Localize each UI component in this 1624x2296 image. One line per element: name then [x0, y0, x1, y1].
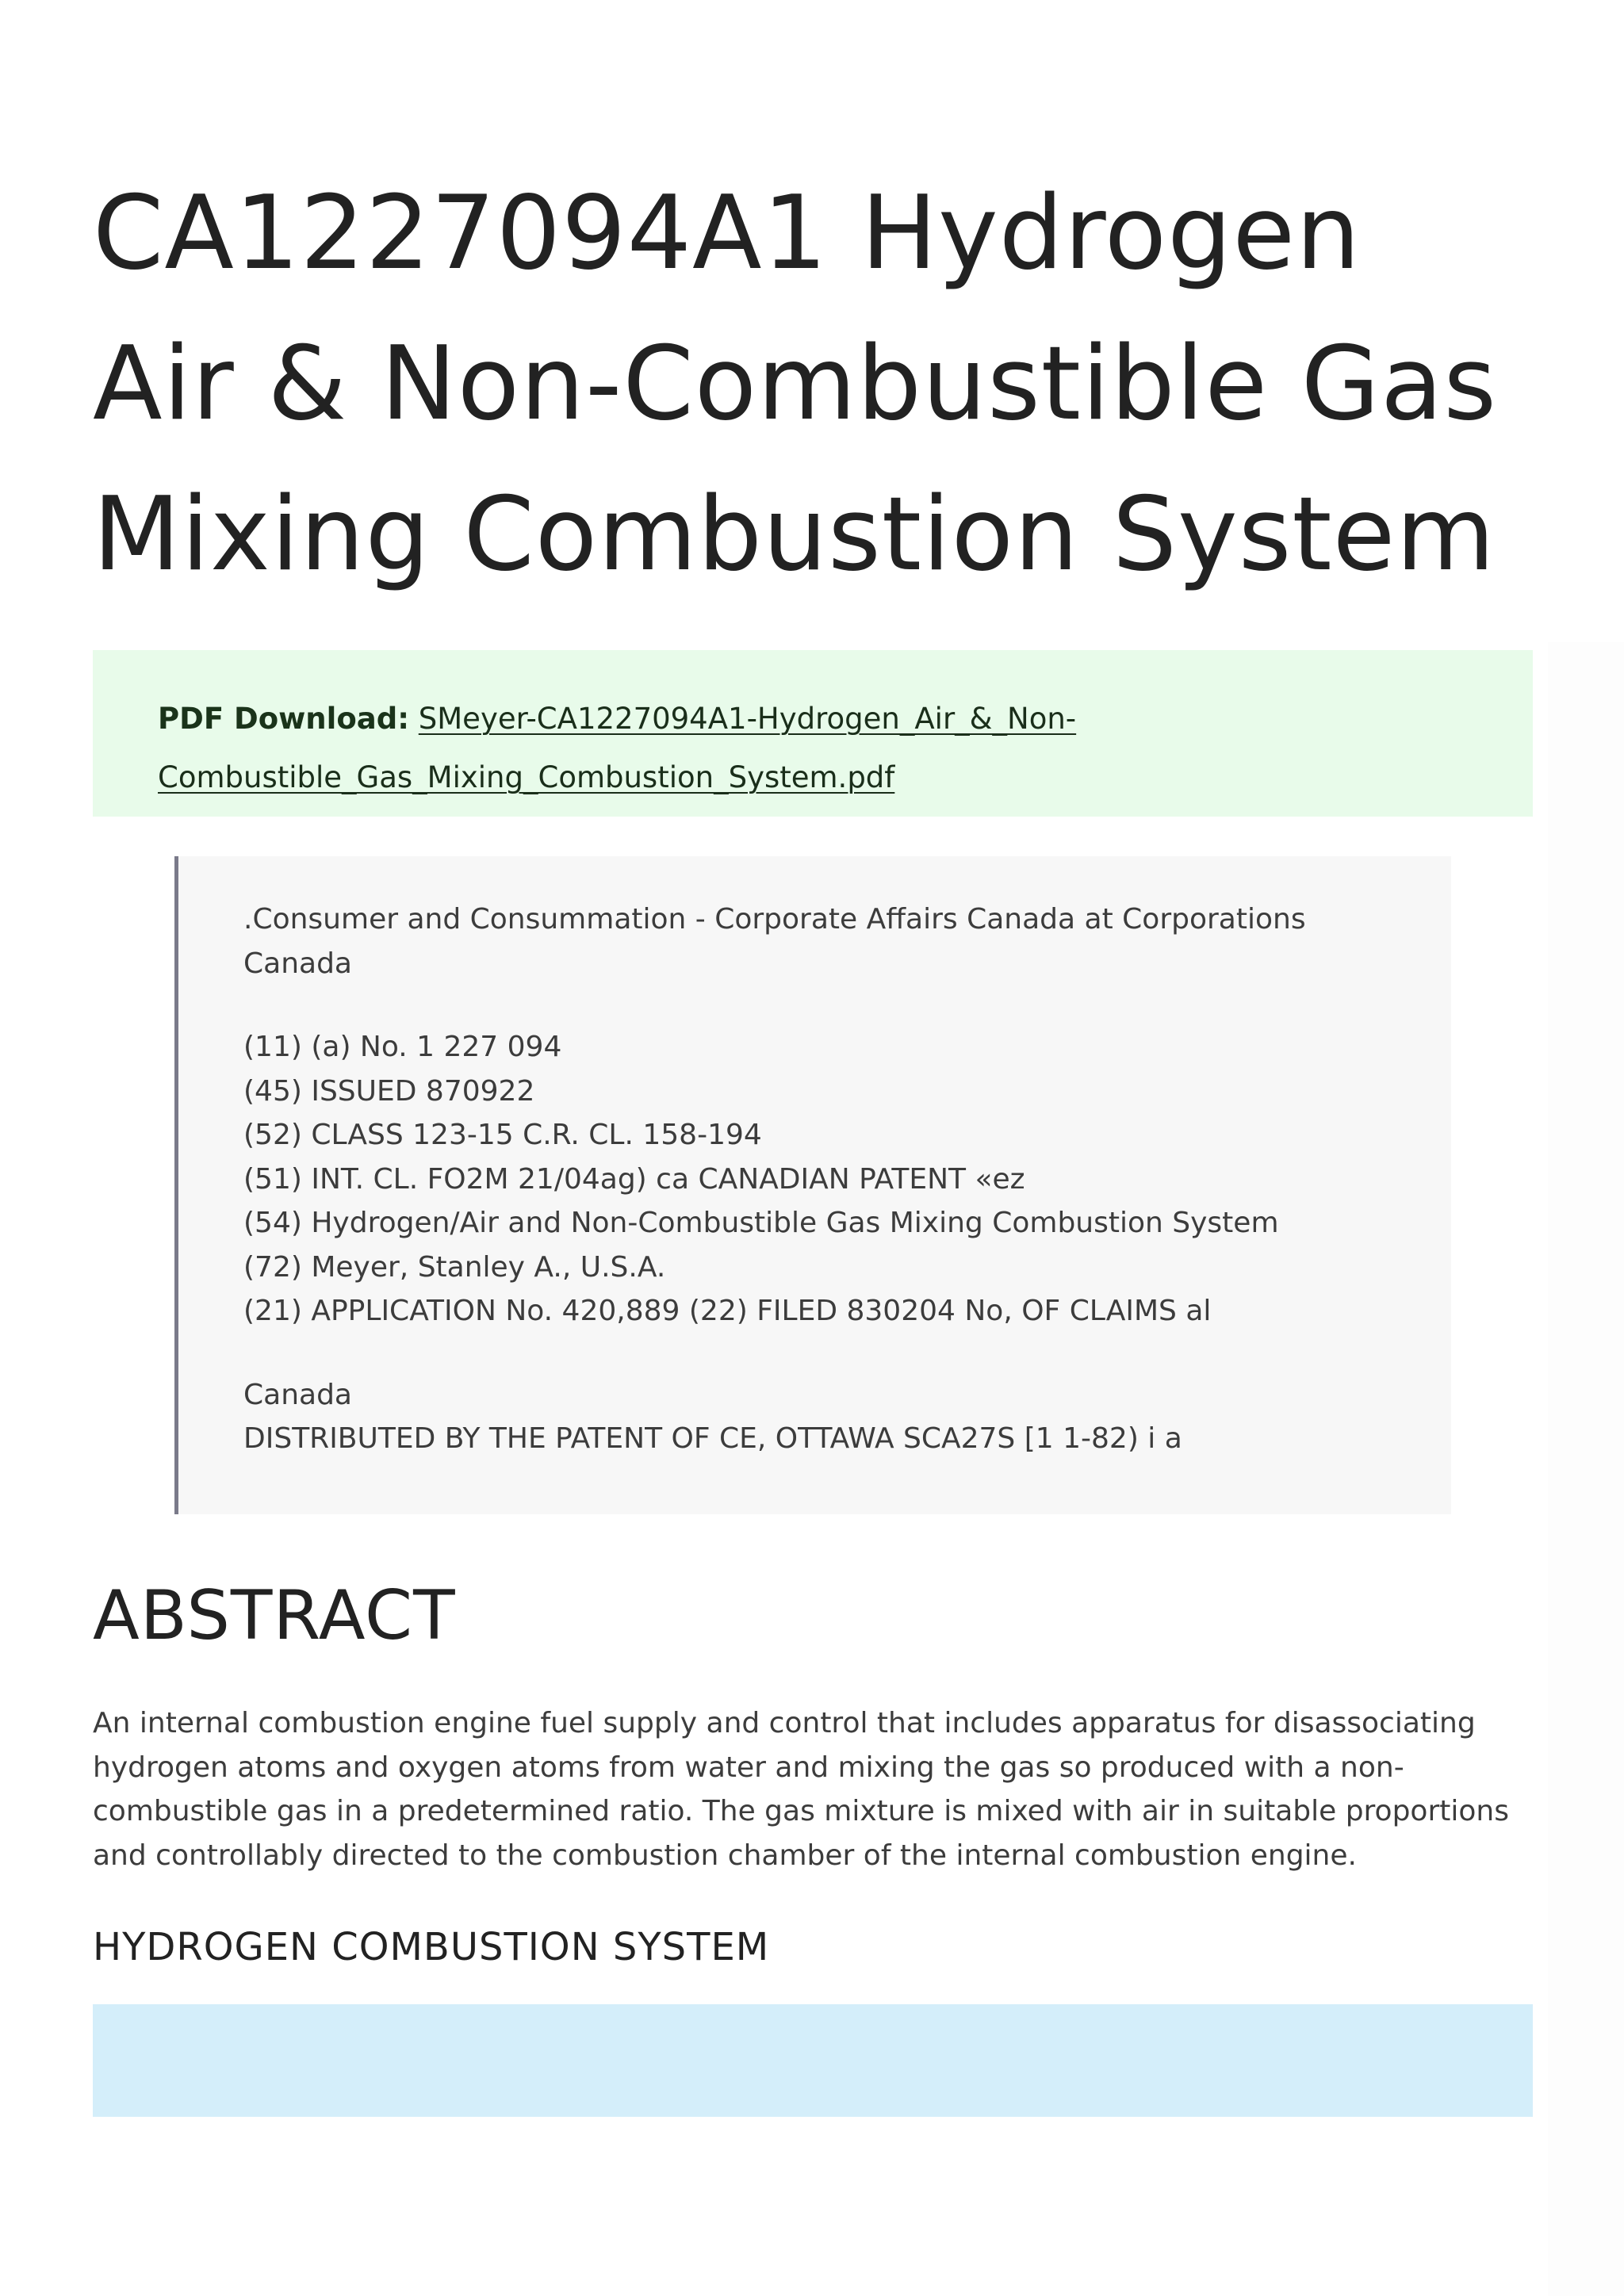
section-heading: HYDROGEN COMBUSTION SYSTEM [93, 1925, 770, 1969]
patent-field: (11) (a) No. 1 227 094 [243, 1031, 562, 1063]
patent-footer-line: DISTRIBUTED BY THE PATENT OF CE, OTTAWA SCA27S [1 1-82) i a [243, 1422, 1182, 1455]
page-title: CA1227094A1 Hydrogen Air & Non-Combustible Gas Mixing Combustion System [93, 174, 1498, 594]
pdf-download-label: PDF Download: [158, 702, 409, 736]
patent-record-header: .Consumer and Consummation - Corporate Affairs Canada at Corporations Canada [243, 903, 1306, 980]
patent-footer-line: Canada [243, 1378, 352, 1411]
pdf-download-box [93, 650, 1533, 817]
patent-field: (45) ISSUED 870922 [243, 1074, 535, 1108]
info-box [93, 2004, 1533, 2117]
pdf-link-line-2[interactable]: Combustible_Gas_Mixing_Combustion_System.pdf [158, 760, 895, 794]
patent-field: (51) INT. CL. FO2M 21/04ag) ca CANADIAN PATENT «ez [243, 1162, 1025, 1196]
page-edge-shade [1548, 642, 1624, 2296]
patent-field: (54) Hydrogen/Air and Non-Combustible Gas Mixing Combustion System [243, 1207, 1279, 1239]
patent-record-blockquote [174, 856, 1451, 1514]
pdf-link-line-1[interactable]: SMeyer-CA1227094A1-Hydrogen_Air_&_Non- [418, 702, 1077, 736]
abstract-heading: ABSTRACT [93, 1576, 456, 1655]
page-content [93, 0, 1533, 1969]
patent-field: (21) APPLICATION No. 420,889 (22) FILED 830204 No, OF CLAIMS al [243, 1295, 1212, 1327]
patent-field: (72) Meyer, Stanley A., U.S.A. [243, 1250, 666, 1284]
patent-field: (52) CLASS 123-15 C.R. CL. 158-194 [243, 1119, 762, 1151]
abstract-text: An internal combustion engine fuel supply and control that includes apparatus for disassociating hydrogen atoms and oxygen atoms from water and mixing the gas so produced with a non-combustible gas in a predetermined ratio. The gas mixture is mixed with air in suitable proportions and controllably directed to the combustion chamber of the internal combustion engine. [93, 1707, 1509, 1872]
